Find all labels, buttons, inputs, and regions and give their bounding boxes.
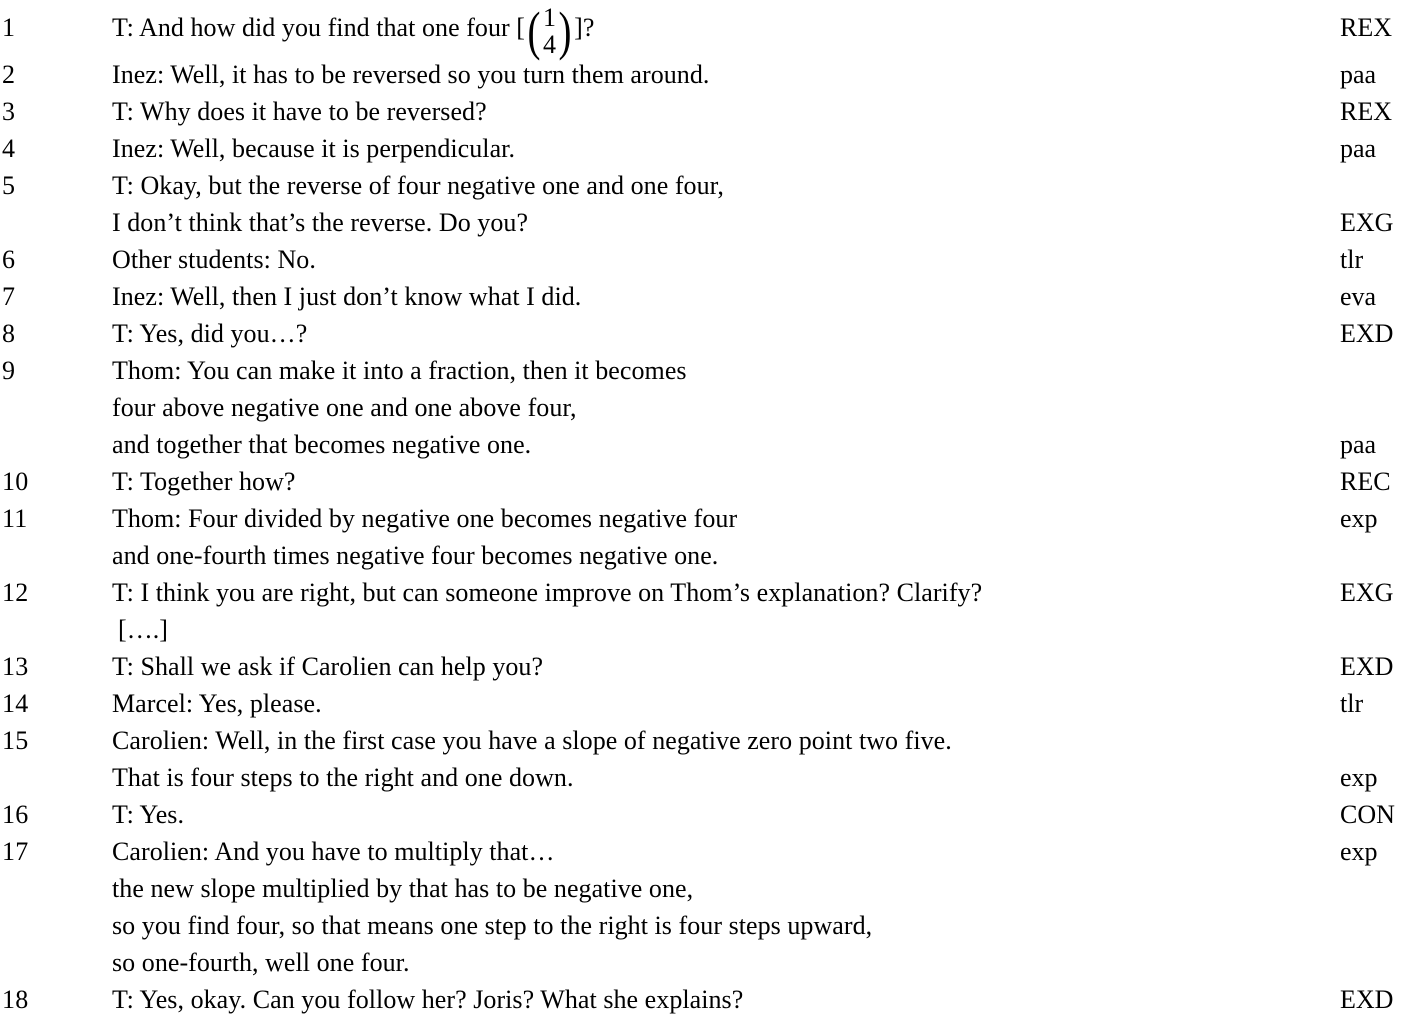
turn-number: 2 — [2, 60, 16, 89]
turn-number: 11 — [2, 504, 28, 533]
transcript-turn — [0, 500, 1406, 574]
column-vector — [525, 2, 574, 59]
transcript-turn — [0, 167, 1406, 241]
utterance-text: Marcel: Yes, please. — [112, 689, 322, 718]
transcript-turn — [0, 648, 1406, 685]
transcript-line — [0, 204, 1406, 241]
utterance-code: paa — [1340, 134, 1377, 163]
utterance-text: T: Yes, did you…? — [112, 319, 308, 348]
transcript-line — [0, 56, 1406, 93]
utterance-text-before-vector: T: And how did you find that one four [ — [112, 13, 525, 42]
turn-number: 18 — [2, 985, 29, 1014]
utterance-code: exp — [1340, 837, 1378, 866]
transcript-line — [0, 167, 1406, 204]
transcript-line — [0, 389, 1406, 426]
utterance-code: exp — [1340, 763, 1378, 792]
turn-number: 15 — [2, 726, 29, 755]
transcript-turn — [0, 241, 1406, 278]
utterance-code: REX — [1340, 13, 1392, 42]
transcript-turn — [0, 130, 1406, 167]
utterance-text: T: I think you are right, but can someone improve on Thom’s explanation? Clarify? — [112, 578, 983, 607]
utterance-code: REC — [1340, 467, 1391, 496]
utterance-text: four above negative one and one above four, — [112, 393, 577, 422]
utterance-text: T: Yes. — [112, 800, 185, 829]
transcript-line — [0, 500, 1406, 537]
utterance-text: the new slope multiplied by that has to be negative one, — [112, 874, 694, 903]
utterance-text: and one-fourth times negative four becomes negative one. — [112, 541, 719, 570]
transcript-line — [0, 981, 1406, 1018]
turn-number: 1 — [2, 13, 16, 42]
transcript-turn — [0, 93, 1406, 130]
utterance-code: REX — [1340, 97, 1392, 126]
transcript-line — [0, 796, 1406, 833]
turn-number: 5 — [2, 171, 16, 200]
transcript-line — [0, 944, 1406, 981]
utterance-text: Carolien: And you have to multiply that… — [112, 837, 555, 866]
transcript-line — [0, 574, 1406, 611]
utterance-code: EXD — [1340, 319, 1394, 348]
utterance-code: EXG — [1340, 208, 1394, 237]
transcript-turn — [0, 833, 1406, 981]
turn-number: 6 — [2, 245, 16, 274]
utterance-text: Inez: Well, then I just don’t know what I did. — [112, 282, 582, 311]
transcript-turn — [0, 0, 1406, 61]
vector-left-paren: ( — [527, 0, 541, 61]
utterance-code: EXG — [1340, 578, 1394, 607]
utterance-code: EXD — [1340, 652, 1394, 681]
transcript-line — [0, 315, 1406, 352]
utterance-text-after-vector: ]? — [574, 13, 595, 42]
utterance-code: exp — [1340, 504, 1378, 533]
transcript-turn — [0, 56, 1406, 93]
utterance-text: so one-fourth, well one four. — [112, 948, 410, 977]
transcript-turn — [0, 722, 1406, 796]
turn-number: 10 — [2, 467, 29, 496]
transcript-line — [0, 722, 1406, 759]
turn-number: 3 — [2, 97, 16, 126]
transcript-turn — [0, 315, 1406, 352]
vector-entries — [543, 5, 556, 58]
utterance-text: T: Shall we ask if Carolien can help you? — [112, 652, 544, 681]
utterance-text: Inez: Well, because it is perpendicular. — [112, 134, 515, 163]
transcript-line — [0, 0, 1406, 61]
utterance-code: CON — [1340, 800, 1395, 829]
transcript-line — [0, 130, 1406, 167]
turn-number: 14 — [2, 689, 29, 718]
transcript-line — [0, 426, 1406, 463]
transcript-turn — [0, 981, 1406, 1018]
turn-number: 9 — [2, 356, 16, 385]
transcript-turn — [0, 352, 1406, 463]
transcript-line — [0, 93, 1406, 130]
vector-entry-top: 1 — [543, 3, 557, 33]
utterance-text: T: Okay, but the reverse of four negative one and one four, — [112, 171, 724, 200]
utterance-text: That is four steps to the right and one down. — [112, 763, 574, 792]
transcript-line — [0, 352, 1406, 389]
turn-number: 13 — [2, 652, 29, 681]
utterance-code: EXD — [1340, 985, 1394, 1014]
utterance-text: Inez: Well, it has to be reversed so you turn them around. — [112, 60, 710, 89]
turn-number: 12 — [2, 578, 29, 607]
transcript-line — [0, 241, 1406, 278]
transcript-line — [0, 463, 1406, 500]
turn-number: 7 — [2, 282, 16, 311]
transcript-turn — [0, 463, 1406, 500]
utterance-text: and together that becomes negative one. — [112, 430, 532, 459]
utterance-text: so you find four, so that means one step to the right is four steps upward, — [112, 911, 873, 940]
utterance-text — [112, 0, 595, 61]
transcript-line — [0, 870, 1406, 907]
utterance-text: T: Why does it have to be reversed? — [112, 97, 487, 126]
transcript-turn — [0, 796, 1406, 833]
turn-number: 17 — [2, 837, 29, 866]
vector-entry-bottom: 4 — [543, 29, 557, 59]
utterance-text: T: Together how? — [112, 467, 296, 496]
turn-number: 16 — [2, 800, 29, 829]
transcript-line — [0, 278, 1406, 315]
utterance-code: paa — [1340, 430, 1377, 459]
utterance-text: Other students: No. — [112, 245, 316, 274]
turn-number: 4 — [2, 134, 16, 163]
utterance-text: Thom: You can make it into a fraction, then it becomes — [112, 356, 687, 385]
utterance-code: tlr — [1340, 245, 1364, 274]
vector-right-paren: ) — [558, 0, 572, 61]
utterance-text: [….] — [118, 615, 169, 644]
utterance-text: T: Yes, okay. Can you follow her? Joris? What she explains? — [112, 985, 744, 1014]
utterance-text: I don’t think that’s the reverse. Do you? — [112, 208, 529, 237]
utterance-code: paa — [1340, 60, 1377, 89]
transcript-turn — [0, 278, 1406, 315]
transcript-line — [0, 648, 1406, 685]
utterance-code: tlr — [1340, 689, 1364, 718]
transcript-line — [0, 611, 1406, 648]
turn-number: 8 — [2, 319, 16, 348]
transcript-line — [0, 759, 1406, 796]
transcript-line — [0, 907, 1406, 944]
utterance-text: Thom: Four divided by negative one becomes negative four — [112, 504, 738, 533]
transcript-line — [0, 537, 1406, 574]
utterance-code: eva — [1340, 282, 1377, 311]
transcript-turn — [0, 685, 1406, 722]
transcript-line — [0, 833, 1406, 870]
utterance-text: Carolien: Well, in the first case you have a slope of negative zero point two five. — [112, 726, 952, 755]
transcript-turn — [0, 574, 1406, 648]
transcript-line — [0, 685, 1406, 722]
